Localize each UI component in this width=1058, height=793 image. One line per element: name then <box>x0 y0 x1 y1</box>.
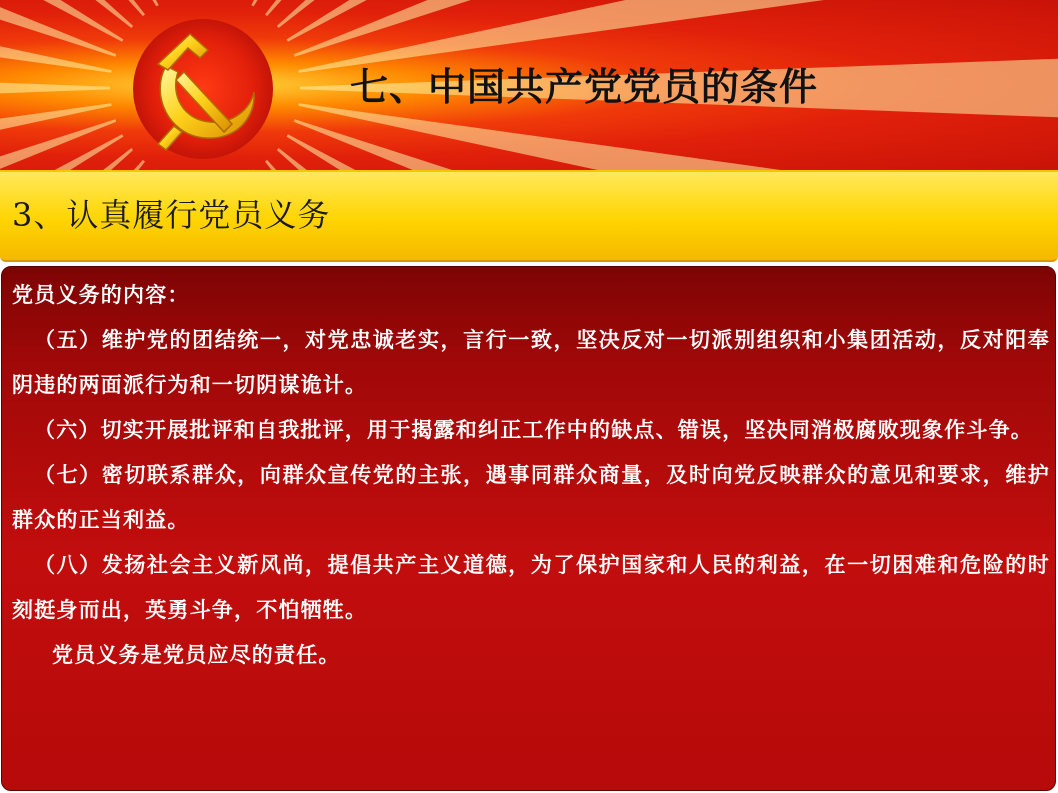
content-body <box>12 273 1050 678</box>
content-panel <box>1 266 1056 791</box>
intro-line: 党员义务的内容： <box>12 283 190 307</box>
subtitle-bar <box>0 170 1058 262</box>
header-banner <box>0 0 1058 172</box>
duty-item-7: （七）密切联系群众，向群众宣传党的主张，遇事同群众商量，及时向党反映群众的意见和要求，维护群众的正当利益。 <box>12 463 1050 532</box>
sunburst-ray <box>0 119 116 172</box>
duty-item-8: （八）发扬社会主义新风尚，提倡共产主义道德，为了保护国家和人民的利益，在一切困难和危险的时刻挺身而出，英勇斗争，不怕牺牲。 <box>12 553 1050 622</box>
duty-item-6: （六）切实开展批评和自我批评，用于揭露和纠正工作中的缺点、错误，坚决同消极腐败现象作斗争。 <box>34 418 1033 442</box>
duty-item-5: （五）维护党的团结统一，对党忠诚老实，言行一致，坚决反对一切派别组织和小集团活动，反对阳奉阴违的两面派行为和一切阴谋诡计。 <box>12 328 1050 397</box>
section-subtitle: 3、认真履行党员义务 <box>12 196 331 234</box>
slide-title: 七、中国共产党党员的条件 <box>349 65 818 109</box>
closing-line: 党员义务是党员应尽的责任。 <box>52 643 341 667</box>
